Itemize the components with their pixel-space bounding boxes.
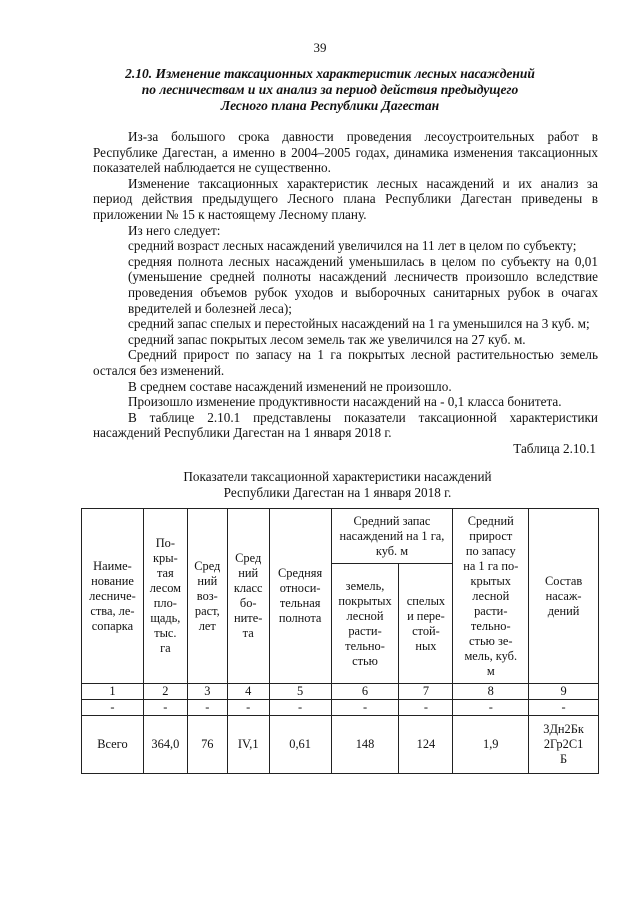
page-number: 39 xyxy=(313,40,327,55)
column-number-cell: 1 xyxy=(82,684,144,700)
body-paragraph: Средний прирост по запасу на 1 га покрытых лесной растительностью земель остался без изменений. xyxy=(93,347,598,378)
column-number-cell: 6 xyxy=(331,684,399,700)
taxation-table xyxy=(81,508,599,774)
dash-cell: - xyxy=(331,700,399,716)
column-number-cell: 5 xyxy=(269,684,331,700)
total-cell: 3Дн2Бк 2Гр2С1 Б xyxy=(529,716,599,774)
total-cell: IV,1 xyxy=(227,716,269,774)
body-paragraph: средний возраст лесных насаждений увеличился на 11 лет в целом по субъекту; xyxy=(128,238,577,254)
column-number-cell: 9 xyxy=(529,684,599,700)
total-cell: 1,9 xyxy=(453,716,529,774)
column-number-cell: 4 xyxy=(227,684,269,700)
dash-cell: - xyxy=(529,700,599,716)
header-stock-group: Средний запас насаждений на 1 га, куб. м xyxy=(331,509,453,564)
header-area: По- кры- тая лесом пло- щадь, тыс. га xyxy=(143,509,187,684)
dash-row xyxy=(82,700,599,716)
header-stock-mature: спелых и пере- стой- ных xyxy=(399,564,453,684)
total-cell: 148 xyxy=(331,716,399,774)
table-label: Таблица 2.10.1 xyxy=(513,441,596,456)
section-heading xyxy=(90,66,570,114)
dash-cell: - xyxy=(399,700,453,716)
body-paragraph: средняя полнота лесных насаждений уменьшилась в целом по субъекту на 0,01 (уменьшение средней полноты насаждений лесничеств произошло вследствие проведения объемов рубок уходов и выборочных санитарных рубок в очагах вредителей и болезней леса); xyxy=(128,253,598,316)
total-row xyxy=(82,716,599,774)
column-number-row xyxy=(82,684,599,700)
table-caption-line: Показатели таксационной характеристики насаждений xyxy=(183,469,492,484)
header-age: Сред ний воз- раст, лет xyxy=(187,509,227,684)
header-bonitet: Сред ний класс бо- ните- та xyxy=(227,509,269,684)
header-name: Наиме- нование лесниче- ства, ле- сопарка xyxy=(82,509,144,684)
table-caption-line: Республики Дагестан на 1 января 2018 г. xyxy=(223,485,452,500)
total-cell: 76 xyxy=(187,716,227,774)
dash-cell: - xyxy=(187,700,227,716)
column-number-cell: 2 xyxy=(143,684,187,700)
total-cell: 0,61 xyxy=(269,716,331,774)
body-paragraph: средний запас спелых и перестойных насаждений на 1 га уменьшился на 3 куб. м; xyxy=(128,316,590,332)
heading-line: 2.10. Изменение таксационных характеристик лесных насаждений xyxy=(125,66,535,81)
body-paragraph: Произошло изменение продуктивности насаждений на - 0,1 класса бонитета. xyxy=(128,394,562,410)
dash-cell: - xyxy=(82,700,144,716)
table-caption xyxy=(90,469,585,501)
heading-line: по лесничествам и их анализ за период действия предыдущего xyxy=(141,82,519,97)
header-density: Средняя относи- тельная полнота xyxy=(269,509,331,684)
heading-line: Лесного плана Республики Дагестан xyxy=(220,98,440,113)
column-number-cell: 3 xyxy=(187,684,227,700)
dash-cell: - xyxy=(269,700,331,716)
body-paragraph: средний запас покрытых лесом земель так же увеличился на 27 куб. м. xyxy=(128,331,526,347)
body-paragraph: Из него следует: xyxy=(128,222,221,238)
body-paragraph: В среднем составе насаждений изменений не произошло. xyxy=(128,378,452,394)
total-cell: 364,0 xyxy=(143,716,187,774)
header-stock-covered: земель, покрытых лесной расти- тельно- стью xyxy=(331,564,399,684)
column-number-cell: 8 xyxy=(453,684,529,700)
dash-cell: - xyxy=(227,700,269,716)
header-composition: Состав насаж- дений xyxy=(529,509,599,684)
body-paragraph: Изменение таксационных характеристик лесных насаждений и их анализ за период действия предыдущего Лесного плана Республики Дагестан приведены в приложении № 15 к настоящему Лесному плану. xyxy=(93,175,598,222)
column-number-cell: 7 xyxy=(399,684,453,700)
body-text xyxy=(93,129,598,441)
body-paragraph: В таблице 2.10.1 представлены показатели таксационной характеристики насаждений Республики Дагестан на 1 января 2018 г. xyxy=(93,409,598,441)
total-cell: 124 xyxy=(399,716,453,774)
body-paragraph: Из-за большого срока давности проведения лесоустроительных работ в Республике Дагестан, а именно в 2004–2005 годах, динамика изменения таксационных показателей наблюдается не существенно. xyxy=(93,129,598,176)
total-cell: Всего xyxy=(82,716,144,774)
dash-cell: - xyxy=(143,700,187,716)
dash-cell: - xyxy=(453,700,529,716)
header-growth: Средний прирост по запасу на 1 га по- крытых лесной расти- тельно- стью зе- мель, куб. м xyxy=(453,509,529,684)
